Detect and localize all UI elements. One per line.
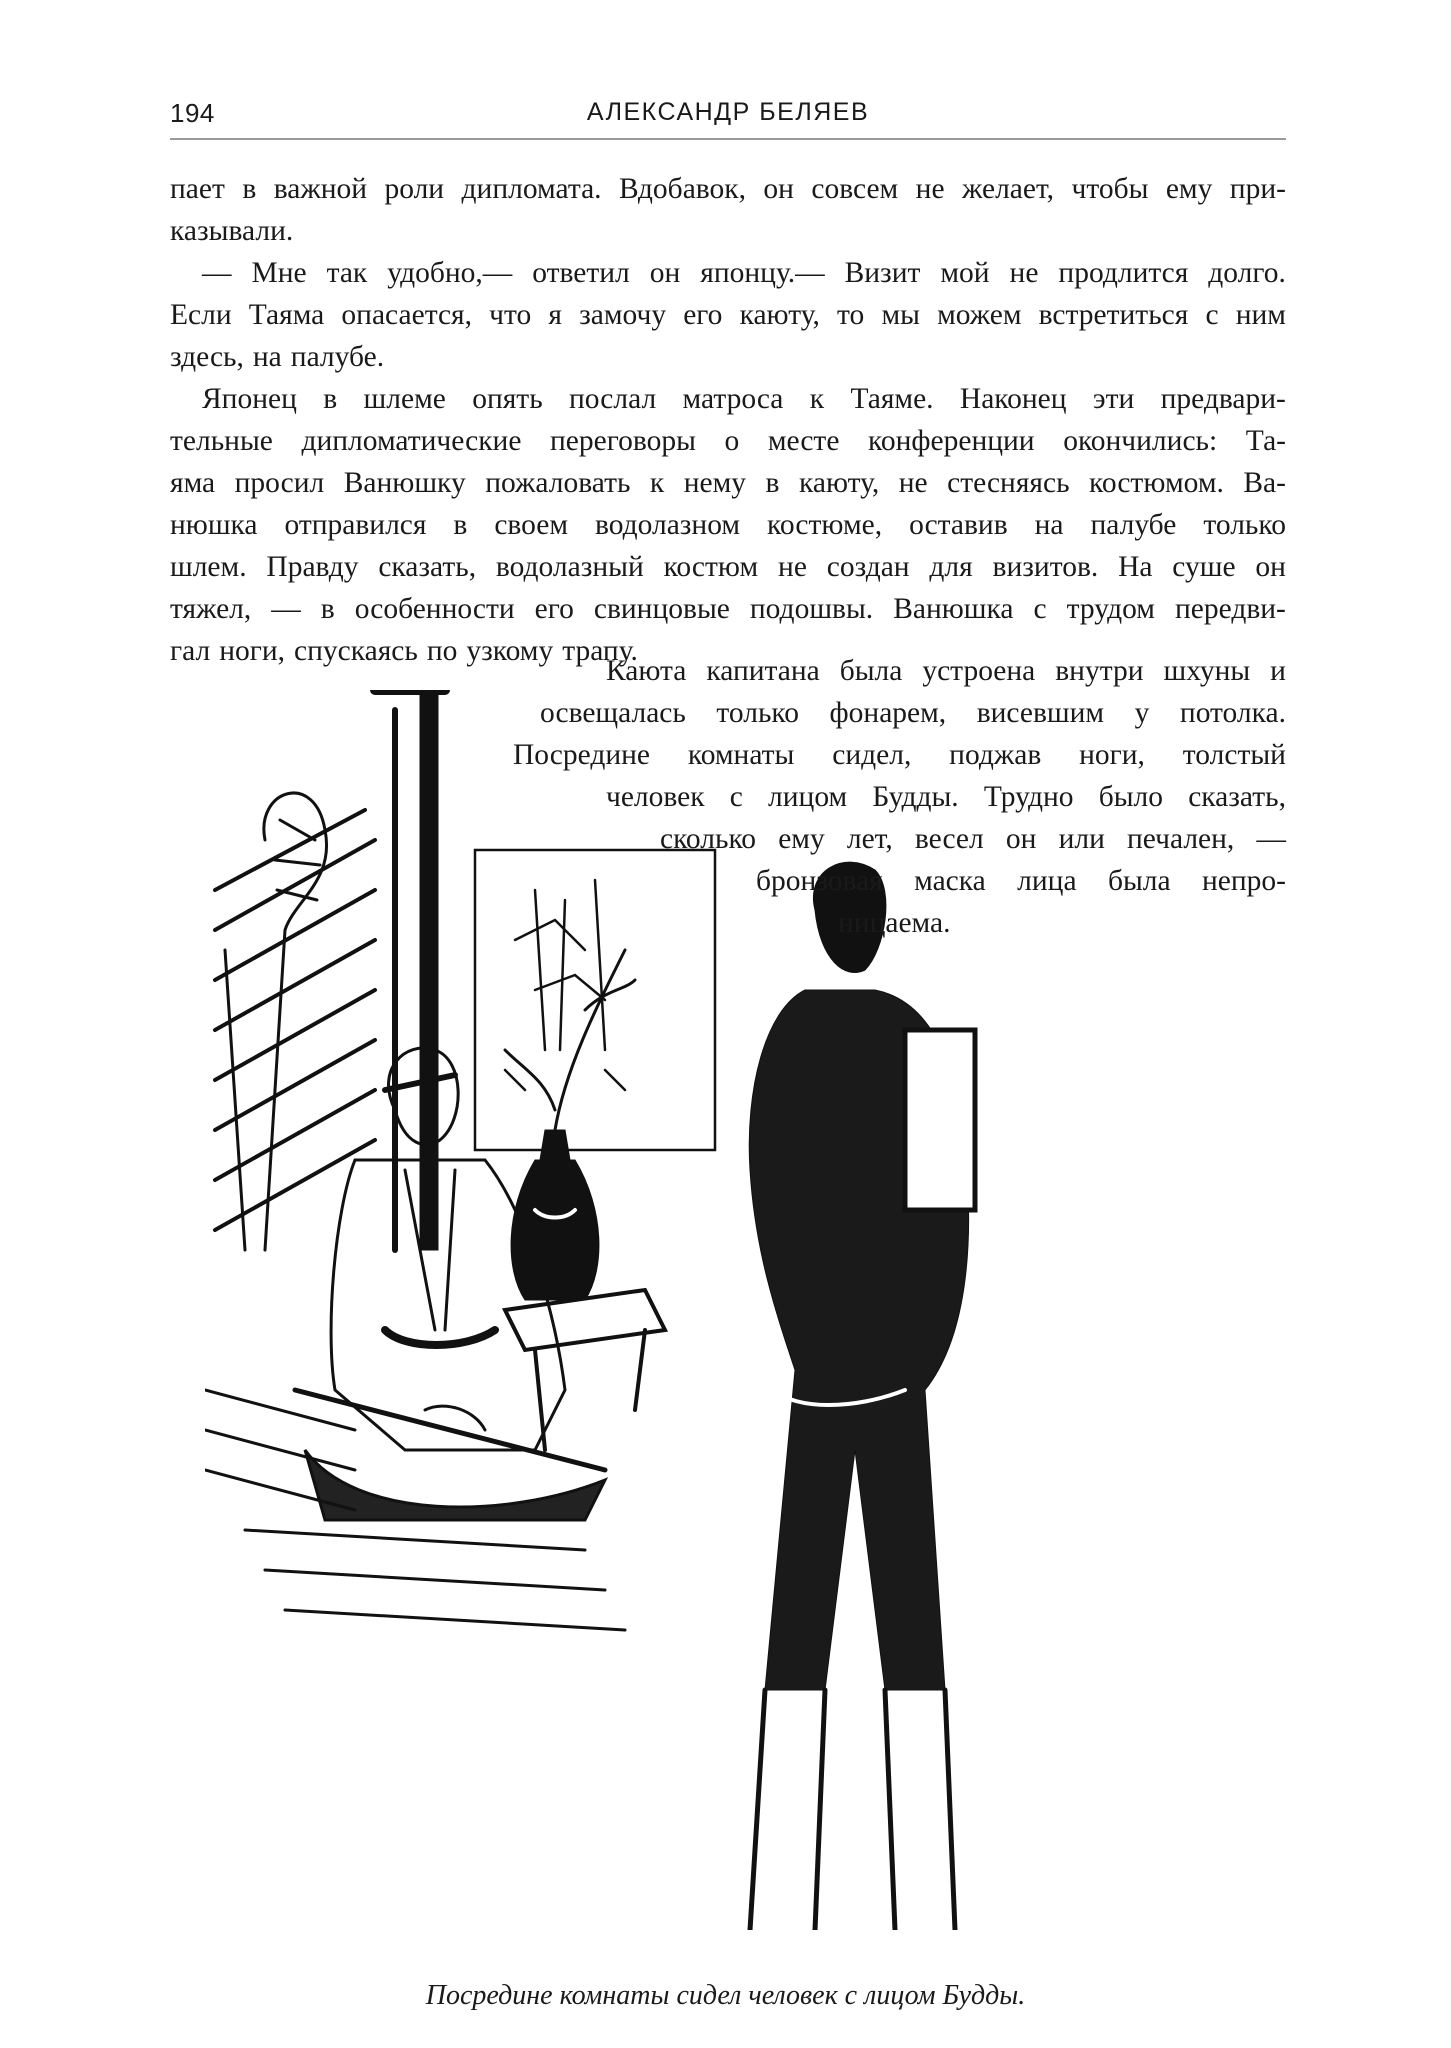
text-line: сколько ему лет, весел он или печален, — (660, 823, 1286, 855)
text-line: нюшка отправился в своем водолазном костюме, оставив на палубе только (170, 509, 1286, 541)
text-line: человек с лицом Будды. Трудно было сказать, (606, 781, 1286, 813)
shadow-figure-drawing (225, 793, 327, 1250)
figure-caption: Посредине комнаты сидел человек с лицом Будды. (425, 1980, 1026, 2011)
text-line: пает в важной роли дипломата. Вдобавок, он совсем не желает, чтобы ему при- (170, 173, 1286, 205)
body-text (170, 168, 1286, 672)
text-line: бронзовая маска лица была непро- (756, 865, 1286, 897)
text-line: тельные дипломатические переговоры о месте конференции окончились: Та- (170, 425, 1286, 457)
text-line: — Мне так удобно,— ответил он японцу.— Визит мой не продлится долго. (202, 257, 1286, 289)
text-line: шлем. Правду сказать, водолазный костюм не создан для визитов. На суше он (170, 551, 1286, 583)
text-line: казывали. (170, 215, 294, 247)
text-line: тяжел, — в особенности его свинцовые подошвы. Ванюшка с трудом передви- (170, 593, 1286, 625)
running-head-author: АЛЕКСАНДР БЕЛЯЕВ (586, 98, 870, 126)
table-drawing (505, 1290, 665, 1450)
diver-drawing (749, 862, 975, 1930)
page-number: 194 (170, 98, 215, 128)
text-line: Каюта капитана была устроена внутри шхуны и (606, 655, 1286, 687)
pillar-drawing (375, 690, 445, 1250)
vase-drawing (505, 950, 635, 1300)
text-line: яма просил Ванюшку пожаловать к нему в каюту, не стесняясь костюмом. Ва- (170, 467, 1286, 499)
text-line: Японец в шлеме опять послал матроса к Таяме. Наконец эти предвари- (202, 383, 1286, 415)
running-header (170, 98, 1286, 140)
text-line: здесь, на палубе. (170, 341, 385, 373)
text-line: ницаема. (838, 907, 951, 939)
text-line: Если Таяма опасается, что я замочу его каюту, то мы можем встретиться с ним (170, 299, 1286, 331)
text-line: освещалась только фонарем, висевшим у потолка. (540, 697, 1286, 729)
text-line: гал ноги, спускаясь по узкому трапу. (170, 635, 638, 667)
text-line: Посредине комнаты сидел, поджав ноги, толстый (513, 739, 1286, 771)
